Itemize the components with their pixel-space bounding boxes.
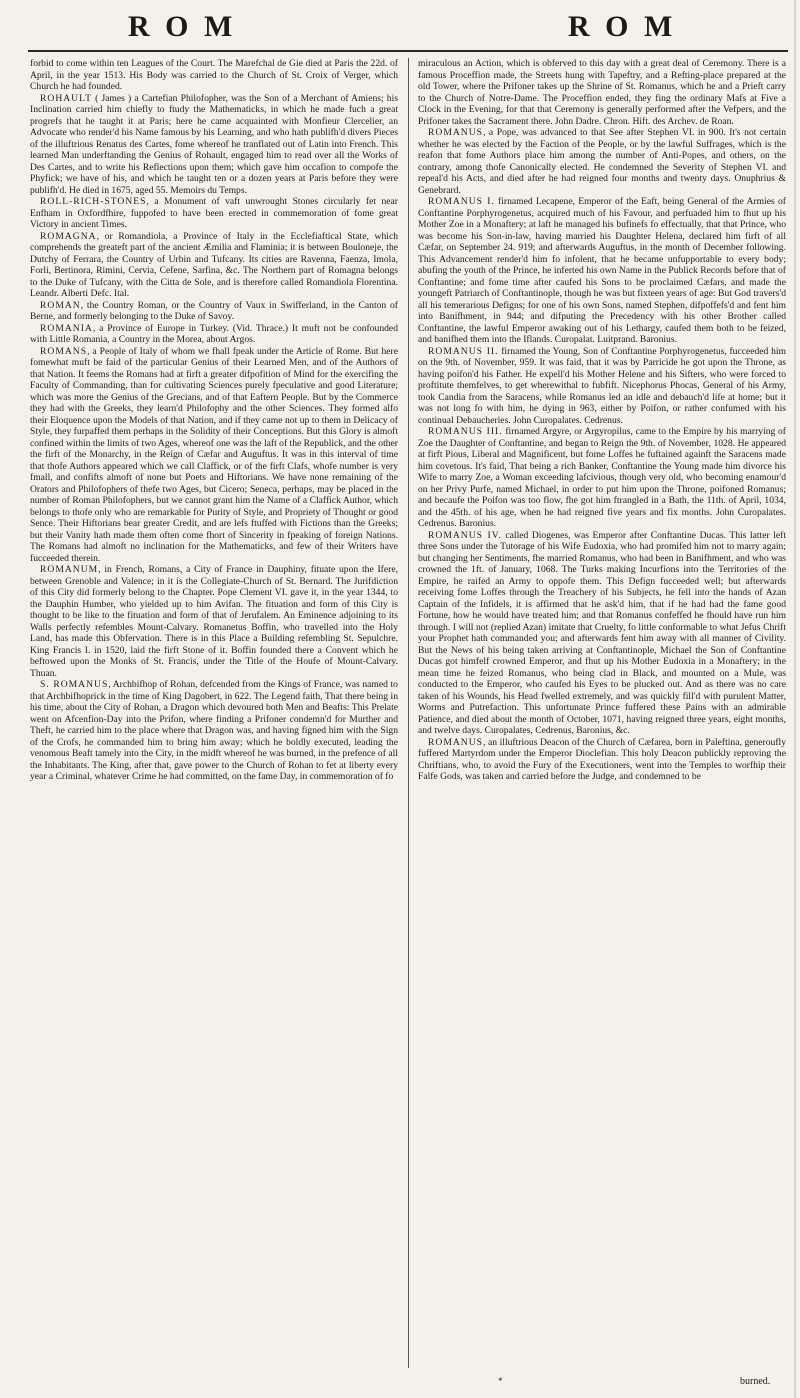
dictionary-entry: [30, 300, 398, 323]
entry-text: , or Romandiola, a Province of Italy in the Ecclefiaftical State, which comprehends the greateft part of the ancient Æmilia and Flaminia; it is between Bouloneje, the Dutchy of Ferrara, the Country of Urbin and Tufcany. Its cities are Ravenna, Faenza, Imola, Forli, Bertinora, Rimini, Cervia, Cefene, Sarfina, &c. The Northern part of Romagna belongs to the Duke of Tufcany, with the Citta de Sole, and is therefore called Romandiola Florentina. Leandr. Alberti Defc. Ital.: [30, 230, 398, 299]
entry-text: called Diogenes, was Emperor after Conftantine Ducas. This latter left three Sons under the Tutorage of his Wife Eudoxia, who had promifed him not to marry again; but changing her Sentiments, fhe married Romanus, who had been in Banifhment, and who was crowned the 1ft. of January, 1068. The Turks making Incurfions into the Territories of the Empire, he raifed an Army to oppofe them. This Defign fucceeded well; but afterwards receiving fome Loffes through the Treachery of his Subjects, he fell into the hands of Azan Captain of the Infidels, it is affirmed that he ask'd him, that if he had had the fame good Fortune, how he would have treated him; and that Romanus confeffed he fhould have run him through. I will not (replied Azan) imitate that Cruelty, fo little conformable to what Jefus Chrift your Prophet hath commanded you; and afterwards fent him away with all manner of Civility. But the News of his being taken arriving at Conftantinople, Michael the Son of Conftantine Ducas got himfelf crowned Emperor, and fhut up his Mother Eudoxia in a Monaftery; in the mean time he feized Romanus, who being clad in Black, and mounted on a Mule, was conducted to the Emperor, who caufed his Eyes to be plucked out. And as there was no care taken of his Wounds, his Head fwelled extremely, and was quickly fill'd with purulent Matter, Worms and Putrefaction. This unfortunate Prince fuffered these Pains with an admirable Patience, and died about the month of October, 1071, having reigned three years, eight months, and twelve days. Curopalates, Cedrenus, Baronius, &c.: [418, 529, 786, 736]
entry-headword: ROMANIA: [40, 322, 93, 334]
entry-headword: ROLL-RICH-STONES: [40, 196, 147, 207]
dictionary-entry: [30, 196, 398, 231]
entry-text: firnamed Argyre, or Argyropilus, came to the Empire by his marrying of Zoe the Daughter of Conftantine, and began to Reign the 9th. of November, 1028. He appeared at firft Pious, Liberal and Magnificent, but fome Loffes he fuftained againft the Saracens made him covetous. It's faid, That being a rich Banker, Conftantine the Young made him divorce his Wife to marry Zoe, a Woman exceeding lafcivious, though very old, who becoming enamour'd on her Privy Purfe, named Michael, in order to put him upon the Throne, poifoned Romanus; and becaufe the Poifon was too flow, fhe got him ftrangled in a Bath, the 11th. of April, 1034, and the 45th. of his age, when he had reigned five years and fix months. John Curopalates. Cedrenus. Baronius.: [418, 426, 786, 529]
dictionary-entry: [30, 93, 398, 197]
dictionary-page: [28, 0, 788, 1398]
entry-text: , a Province of Europe in Turkey. (Vid. Thrace.) It muft not be confounded with Little Romania, a Country in the Morea, about Argos.: [30, 322, 398, 345]
entry-headword: ROMANUS: [428, 127, 483, 138]
right-column: [418, 58, 786, 1378]
running-head-right: R O M: [568, 10, 677, 43]
dictionary-entry: [418, 346, 786, 427]
entry-text: , the Country Roman, or the Country of Vaux in Swifferland, in the Canton of Berne, and formerly belonging to the Duke of Savoy.: [30, 299, 398, 322]
dictionary-entry: [30, 679, 398, 783]
dictionary-entry: [418, 127, 786, 196]
entry-headword: ROMAGNA: [40, 230, 97, 242]
entry-text: , a Monument of vaft unwrought Stones circularly fet near Enfham in Oxfordfhire, fuppofed to have been erected in commemoration of fome great Victory in ancient Times.: [30, 196, 398, 230]
entry-text: , a Pope, was advanced to that See after Stephen VI. in 900. It's not certain whether he was elected by the Faction of the People, or by the lawful Suffrages, which is the reafon that fome Authors place him among the number of Anti-Popes, and others, on the contrary, among thofe Canonically elected. He condemned the Severity of Stephen VI. and repeal'd his Acts, and died after he had reigned four months and twenty days. Onuphrius & Genebrard.: [418, 127, 786, 196]
entry-text: firnamed the Young, Son of Conftantine Porphyrogenetus, fucceeded him on the 9th. of November, 959. It was faid, that it was by Parricide he got upon the Throne, as having poifon'd his Father. He expell'd his Mother Helene and his Sifters, who were forced to proftitute themfelves, to get wherewithal to fubfift. Nicephorus Phocas, General of his Army, took Candia from the Saracens, while Romanus led an idle and debauch'd life at home; but it was not long fo with him, he dying in 963, either by Poifon, or rather confumed with his continual Debaucheries. John Curopalates. Cedrenus.: [418, 345, 786, 426]
dictionary-entry: [418, 58, 786, 127]
dictionary-entry: [418, 196, 786, 346]
entry-headword: ROMANUS II.: [428, 345, 499, 357]
column-divider: [408, 58, 409, 1368]
page-edge: [794, 0, 796, 1398]
entry-headword: ROMANUS III.: [428, 426, 503, 437]
dictionary-entry: [30, 346, 398, 565]
dictionary-entry: [30, 564, 398, 679]
entry-text: miraculous an Action, which is obferved to this day with a great deal of Ceremony. There is a famous Proceffion made, the Streets hung with Tapeftry, and a Refting-place prepared at the old Tower, where the Prifoner takes up the Shrine of St. Romanus, which he and a Prieft carry to the Church of Notre-Dame. The Proceffion ended, they fing the ordinary Mafs at Five a Clock in the Evening, for that that Ceremony is generally performed after the Vefpers, and the Prifoner takes the Sacrament there. John Dadre. Chron. Hift. des Archev. de Roan.: [418, 58, 786, 127]
dictionary-entry: [418, 737, 786, 783]
entry-text: , in French, Romans, a City of France in Dauphiny, fituate upon the Ifere, between Grenoble and Valence; in it is the Collegiate-Church of St. Bernard. The Jurifdiction of this City did formerly belong to the Chapter. Pope Clement VI. gave it, in the year 1344, to the Dauphin Humber, who yielded up to him Avifan. The fituation and form of this City is thought to be like to the fituation and form of that of Jerufalem. An Eminence adjoining to its Walls perfectly refembles Mount-Calvary. Romanetus Boffin, who travelled into the Holy Land, has made this Obfervation. There is in this Place a Building refembling St. Sepulchre. King Francis I. in 1520, laid the firft Stone of it. Boffin founded there a Convent which he beftowed upon the Monks of St. Francis, under the Title of the Houfe of Mount-Calvary. Thuan.: [30, 564, 398, 679]
dictionary-entry: [30, 58, 398, 93]
entry-headword: ROMANUM: [40, 564, 99, 575]
entry-text: ( James ) a Cartefian Philofopher, was the Son of a Merchant of Amiens; his Inclination carried him chiefly to ftudy the Mathematicks, in which he made fuch a great progrefs that he taught it at Paris; here he came acquainted with Monfieur Clercelier, an Advocate who render'd his Name famous by his Learning, and who hath publifh'd divers Pieces of the illuftrious Renatus des Cartes, fome whereof he tranflated out of Latin into French. This learned Man underftanding the Genius of Rohault, engaged him to read over all the Works of Des Cartes, and to write his Reflections upon them; which gave him occafion to compofe the Phyfick; we have of his, and which he taught ten or a dozen years at Paris before they were publifh'd. He died in 1675, aged 55. Memoirs du Temps.: [30, 92, 398, 196]
dictionary-entry: [30, 231, 398, 300]
entry-headword: S. ROMANUS: [40, 679, 109, 690]
catchword: burned.: [740, 1376, 771, 1387]
running-head-left: R O M: [128, 10, 237, 43]
entry-headword: ROMANUS: [428, 736, 483, 748]
dictionary-entry: [418, 530, 786, 737]
entry-text: , Archbifhop of Rohan, defcended from the Kings of France, was named to that Archbifhoprick in the time of King Dagobert, in 622. The Legend faith, That there being in his time, about the City of Rohan, a Dragon which devoured both Men and Beafts: This Prelate went on Afcenfion-Day into the Prifon, where finding a Prifoner condemn'd for Murther and Theft, he carried him to the place where that Dragon was, and having figned him with the Sign of the Crofs, he commanded him to bring him away; which he boldly executed, leading the venomous Beaft tamely into the City, in the midft whereof he was burned, in the prefence of all the Inhabitants. The King, after that, gave power to the Church of Rohan to fet at liberty every year a Criminal, whatever Crime he had committed, on the fame Day, in commemoration of fo: [30, 679, 398, 782]
entry-headword: ROMAN: [40, 299, 81, 311]
entry-headword: ROMANS: [40, 345, 88, 357]
entry-headword: ROHAULT: [40, 92, 92, 104]
running-header: [28, 10, 788, 50]
dictionary-entry: [30, 323, 398, 346]
header-rule: [28, 50, 788, 52]
entry-text: forbid to come within ten Leagues of the Court. The Marefchal de Gie died at Paris the 22d. of April, in the year 1513. His Body was carried to the Church of St. Croix of Verger, which Church he had founded.: [30, 58, 398, 92]
entry-headword: ROMANUS IV.: [428, 529, 502, 541]
entry-text: , an illuftrious Deacon of the Church of Cæfarea, born in Paleftina, generoufly fuffered Martyrdom under the Emperor Dioclefian. This holy Deacon publickly reproving the Chriftians, who, to avoid the Fury of the Executioners, went into the Temples to worfhip their Falfe Gods, was taken and carried before the Judge, and condemned to be: [418, 736, 786, 782]
dictionary-entry: [418, 426, 786, 530]
left-column: [30, 58, 398, 1378]
signature-mark: *: [498, 1376, 503, 1386]
entry-headword: ROMANUS I.: [428, 196, 495, 207]
entry-text: firnamed Lecapene, Emperor of the Eaft, being General of the Armies of Conftantine Porphyrogenetus, acquired much of his Favour, and perfuaded him to fhut up his Mother Zoe in a Monaftery; at laft he managed his bufinefs fo effectually, that that Prince, who was become his Son-in-law, having married his Daughter Helena, declared him firft of all Cæfar, on September 24. 919; and afterwards Auguftus, in the month of December following. This Advancement render'd him fo infolent, that he became unfupportable to every body; abufing the youth of the Prince, he inferted his own Name in the Publick Records before that of Conftantine; and fome time after caufed his Sons to be proclaimed Cæfars, and made the youngeft Patriarch of Conftantinople, though he was but fixteen years of age: But God travers'd all his temerarious Defigns; for one of his own Sons, named Stephen, difpoffefs'd and fent him into Banifhment, in 944; and difputing the Precedency with his other Brother called Conftantine, the lawful Emperor awaking out of his Lethargy, caufed them both to be feized, and banifhed them into the Iflands. Curopalat. Luitprand. Baronius.: [418, 196, 786, 345]
entry-text: , a People of Italy of whom we fhall fpeak under the Article of Rome. But here fomewhat muft be faid of the particular Genius of their Learned Men, and of the Authors of that Nation. It feems the Romans had at firft a greater difpofition of Mind for the exercifing the Faculty of Commanding, than for cultivating Sciences purely fpeculative and good Literature; which was more the Genius of the Grecians, and of that Eaftern People. But by the Commerce they had with the Greeks, they learn'd Philofophy and the other Sciences. They formed alfo their Eloquence upon the Models of that Nation, and if they came not up to them in Delicacy of Style, they furpaffed them perhaps in the Solidity of their Conceptions. But this Glory is almoft confined within the limits of two Ages, whereof one was the laft of the Republick, and the other the firft of the Monarchy, in the Reign of Cæfar and Auguftus. It was in this interval of time that thofe Authors appeared which we call Claffick, or of the firft Clafs, whofe number is very fmall, and confifts almoft of none but Poets and Hiftorians. We have none remaining of the Orators and Philofophers of thefe two Ages, but Cicero; Seneca, perhaps, may be placed in the number of Roman Philofophers, but we cannot grant him the Name of a Claffick Author, which belongs to thofe only who are remarkable for Purity of Style, and Propriety of Thought or good Sence. Their Hiftorians bear greater Credit, and are lefs ftuffed with Fictions than the Greeks; but their Vanity hath made them often come fhort of Sincerity in fpeaking of foreign Nations. The Romans had almoft no inclination for the Mathematicks, and few of their Writers have fucceeded therein.: [30, 345, 398, 564]
